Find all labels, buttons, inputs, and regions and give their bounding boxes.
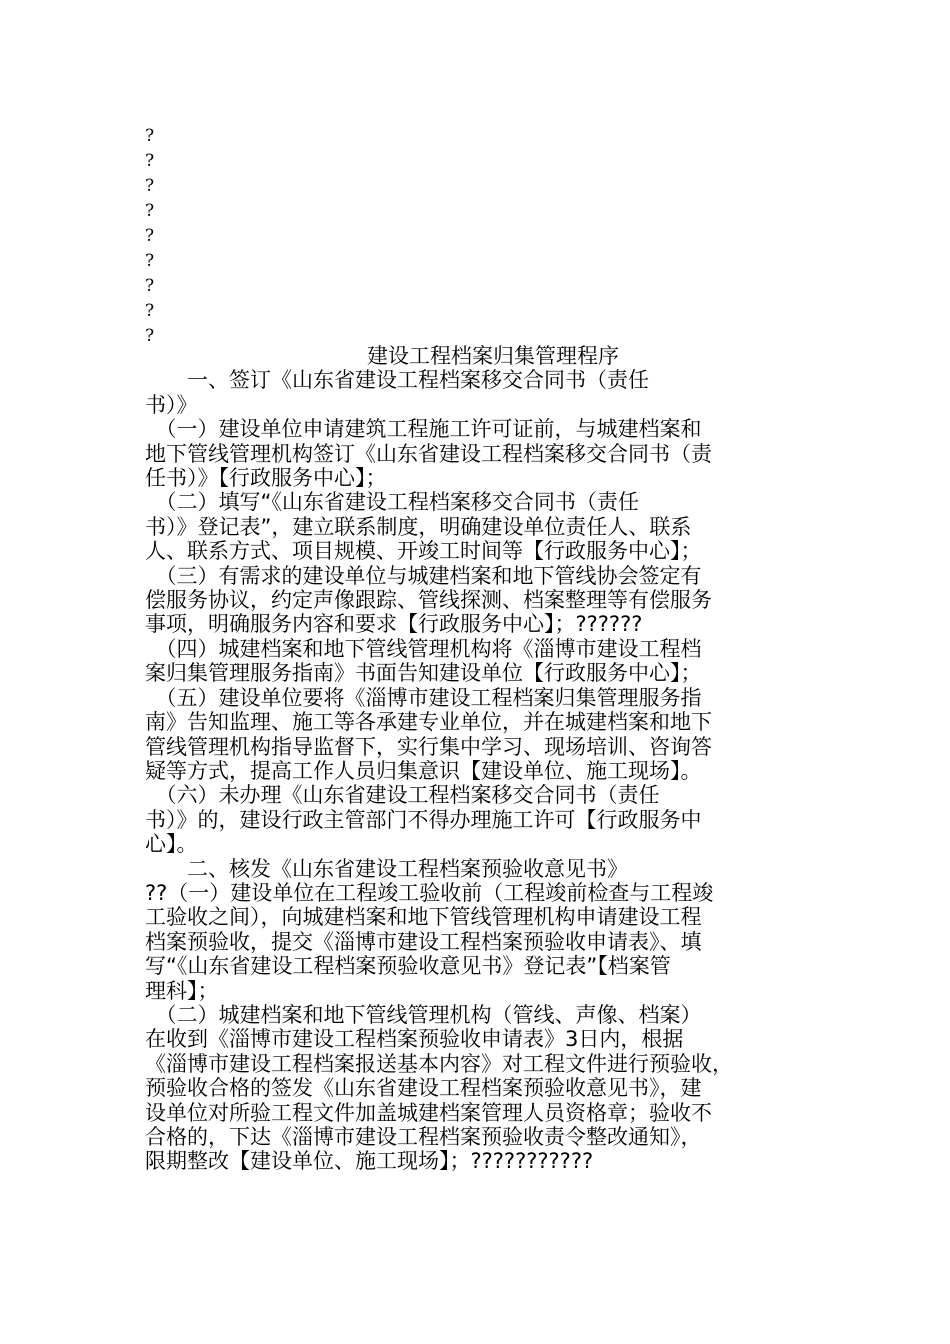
question-mark: ? <box>145 176 155 196</box>
text-line: 事项，明确服务内容和要求【行政服务中心】；?????? <box>145 612 643 637</box>
text-line: （二）城建档案和地下管线管理机构（管线、声像、档案） <box>145 1002 702 1027</box>
text-line: 地下管线管理机构签订《山东省建设工程档案移交合同书（责 <box>145 441 712 466</box>
question-mark: ? <box>145 326 155 346</box>
text-line: 书）》登记表”，建立联系制度，明确建设单位责任人、联系 <box>145 514 692 539</box>
text-line: 案归集管理服务指南》书面告知建设单位【行政服务中心】； <box>145 661 702 686</box>
text-line: （一）建设单位申请建筑工程施工许可证前，与城建档案和 <box>145 417 702 442</box>
text-line: 偿服务协议，约定声像跟踪、管线探测、档案整理等有偿服务 <box>145 588 712 613</box>
text-line: 书）》的，建设行政主管部门不得办理施工许可【行政服务中 <box>145 807 702 832</box>
question-mark: ? <box>145 226 155 246</box>
text-line: （五）建设单位要将《淄博市建设工程档案归集管理服务指 <box>145 685 702 710</box>
text-line: 预验收合格的签发《山东省建设工程档案预验收意见书》，建 <box>145 1076 702 1101</box>
section-heading-1: 一、签订《山东省建设工程档案移交合同书（责任 <box>145 368 649 393</box>
text-line: （二）填写“《山东省建设工程档案移交合同书（责任 <box>145 490 639 515</box>
text-line: ??（一）建设单位在工程竣工验收前（工程竣前检查与工程竣 <box>145 880 714 905</box>
question-mark: ? <box>145 251 155 271</box>
text-line: 合格的，下达《淄博市建设工程档案预验收责令整改通知》， <box>145 1125 702 1149</box>
question-mark: ? <box>145 301 155 321</box>
text-line: 管线管理机构指导监督下，实行集中学习、现场培训、咨询答 <box>145 734 712 759</box>
text-line: （三）有需求的建设单位与城建档案和地下管线协会签定有 <box>145 563 702 588</box>
text-line: 工验收之间），向城建档案和地下管线管理机构申请建设工程 <box>145 905 702 930</box>
text-line: 《淄博市建设工程档案报送基本内容》对工程文件进行预验收， <box>145 1051 733 1076</box>
text-line: 任书）》【行政服务中心】； <box>145 466 387 491</box>
document-title: 建设工程档案归集管理程序 <box>367 344 619 368</box>
text-line: 疑等方式，提高工作人员归集意识【建设单位、施工现场】。 <box>145 758 702 783</box>
text-line: 档案预验收，提交《淄博市建设工程档案预验收申请表》、填 <box>145 929 702 954</box>
question-mark: ? <box>145 201 155 221</box>
document-body <box>145 344 805 1174</box>
text-line: 书）》 <box>145 392 198 417</box>
text-line: （六）未办理《山东省建设工程档案移交合同书（责任 <box>145 783 660 808</box>
question-mark-column <box>145 124 185 349</box>
text-line: 写“《山东省建设工程档案预验收意见书》登记表”【档案管 <box>145 954 671 979</box>
text-line: 人、联系方式、项目规模、开竣工时间等【行政服务中心】； <box>145 539 702 564</box>
text-line: （四）城建档案和地下管线管理机构将《淄博市建设工程档 <box>145 636 702 661</box>
question-mark: ? <box>145 126 155 146</box>
text-line: 设单位对所验工程文件加盖城建档案管理人员资格章；验收不 <box>145 1100 712 1125</box>
text-line: 理科】； <box>145 978 219 1003</box>
question-mark: ? <box>145 151 155 171</box>
text-line: 在收到《淄博市建设工程档案预验收申请表》3日内，根据 <box>145 1027 684 1052</box>
text-line: 南》告知监理、施工等各承建专业单位，并在城建档案和地下 <box>145 710 712 735</box>
text-line: 心】。 <box>145 832 198 857</box>
text-line: 限期整改【建设单位、施工现场】；??????????? <box>145 1149 594 1174</box>
section-heading-2: 二、核发《山东省建设工程档案预验收意见书》 <box>145 856 628 881</box>
question-mark: ? <box>145 276 155 296</box>
